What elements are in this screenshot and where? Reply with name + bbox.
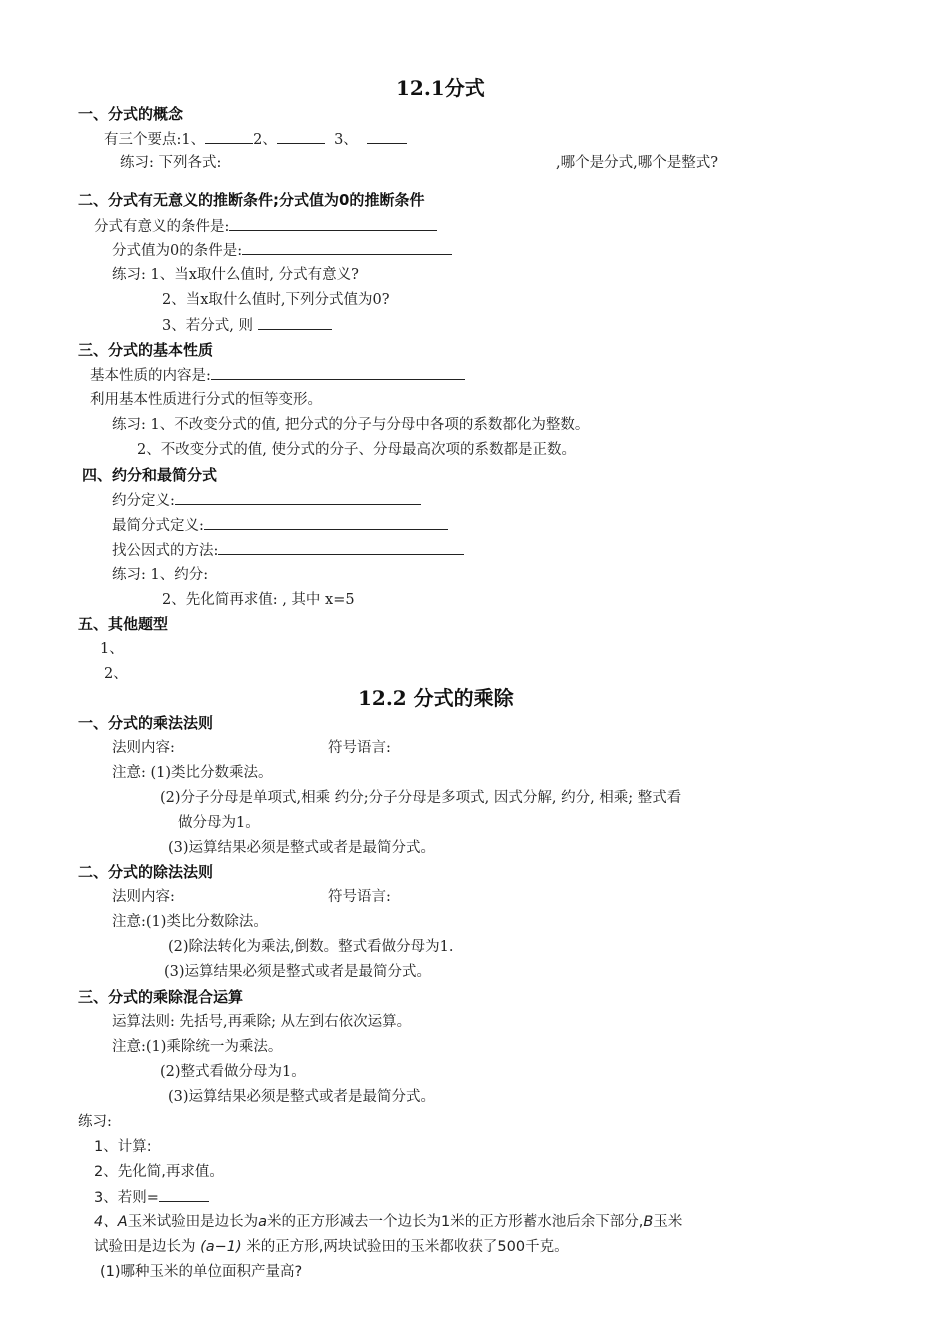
reduce-def-label: 约分定义: bbox=[112, 493, 175, 509]
mult-note-2b: 做分母为1。 bbox=[178, 815, 260, 831]
div-note-1: 注意:(1)类比分数除法。 bbox=[112, 914, 268, 930]
exercise-4-text-1: 玉米试验田是边长为 bbox=[127, 1214, 259, 1230]
practice-3-2: 2、不改变分式的值, 使分式的分子、分母最高次项的系数都是正数。 bbox=[137, 442, 576, 458]
basic-content-label: 基本性质的内容是: bbox=[90, 368, 211, 384]
question-1: (1)哪种玉米的单位面积产量高? bbox=[100, 1264, 303, 1280]
div-note-3: (3)运算结果必须是整式或者是最简分式。 bbox=[164, 964, 432, 980]
basic-use-text: 利用基本性质进行分式的恒等变形。 bbox=[90, 392, 322, 408]
practice-3-1: 练习: 1、不改变分式的值, 把分式的分子与分母中各项的系数都化为整数。 bbox=[112, 417, 590, 433]
practice-2-3-text: 3、若分式, 则 bbox=[162, 318, 253, 334]
practice-4-2: 2、先化简再求值: , 其中 x=5 bbox=[162, 592, 355, 608]
zero-condition-line bbox=[112, 240, 452, 261]
blank-1[interactable] bbox=[205, 129, 253, 144]
common-factor-label: 找公因式的方法: bbox=[112, 543, 219, 559]
op-rule: 运算法则: 先括号,再乘除; 从左到右依次运算。 bbox=[112, 1014, 412, 1030]
blank-p23[interactable] bbox=[258, 315, 332, 330]
practice-4-1: 练习: 1、约分: bbox=[112, 567, 209, 583]
basic-content-line bbox=[90, 365, 465, 386]
mixed-note-2: (2)整式看做分母为1。 bbox=[160, 1064, 306, 1080]
mixed-note-1: 注意:(1)乘除统一为乘法。 bbox=[112, 1039, 283, 1055]
section2-heading-1: 一、分式的乘法法则 bbox=[78, 714, 214, 732]
blank-3[interactable] bbox=[367, 129, 407, 144]
corn-a-label: A bbox=[117, 1214, 128, 1230]
exercise-4-line-1 bbox=[94, 1212, 682, 1232]
other-item-2: 2、 bbox=[104, 666, 128, 682]
exercise-2: 2、先化简,再求值。 bbox=[94, 1164, 224, 1180]
blank-reduce[interactable] bbox=[175, 490, 421, 505]
practice-heading: 练习: bbox=[78, 1114, 112, 1130]
exercise-4-number: 4、 bbox=[94, 1214, 118, 1230]
blank-2[interactable] bbox=[277, 129, 325, 144]
number-500: 500 bbox=[497, 1239, 526, 1255]
exercise-1: 1、计算: bbox=[94, 1139, 152, 1155]
practice-1-question: ,哪个是分式,哪个是整式? bbox=[556, 155, 718, 171]
mult-note-2: (2)分子分母是单项式,相乘 约分;分子分母是多项式, 因式分解, 约分, 相乘; 整式看 bbox=[160, 790, 682, 806]
blank-simplest[interactable] bbox=[204, 515, 448, 530]
mult-rule-content: 法则内容: bbox=[112, 740, 175, 756]
exercise-4-line-2 bbox=[94, 1237, 569, 1257]
section-heading-2: 二、分式有无意义的推断条件;分式值为0的推断条件 bbox=[78, 191, 425, 209]
zero-label: 分式值为0的条件是: bbox=[112, 243, 243, 259]
section-heading-1: 一、分式的概念 bbox=[78, 105, 184, 123]
simplest-def-line bbox=[112, 515, 448, 536]
practice-2-1: 练习: 1、当x取什么值时, 分式有意义? bbox=[112, 267, 359, 283]
exercise-3-line bbox=[94, 1187, 209, 1208]
section-heading-4: 四、约分和最简分式 bbox=[82, 466, 218, 484]
section2-heading-2: 二、分式的除法法则 bbox=[78, 863, 214, 881]
concept-intro: 有三个要点:1、 bbox=[104, 132, 206, 148]
blank-meaningful[interactable] bbox=[229, 216, 437, 231]
other-item-1: 1、 bbox=[100, 641, 124, 657]
section-heading-3: 三、分式的基本性质 bbox=[78, 341, 214, 359]
practice-2-2: 2、当x取什么值时,下列分式值为0? bbox=[162, 292, 390, 308]
div-note-2: (2)除法转化为乘法,倒数。整式看做分母为1. bbox=[168, 939, 454, 955]
section-heading-5: 五、其他题型 bbox=[78, 615, 169, 633]
corn-b-label: B bbox=[643, 1214, 654, 1230]
concept-3: 3、 bbox=[334, 132, 358, 148]
page-title-12-2: 12.2 分式的乘除 bbox=[358, 686, 514, 710]
meaningful-condition-line bbox=[94, 216, 437, 237]
var-a: a bbox=[258, 1214, 268, 1230]
exercise-4-text-2: 米的正方形减去一个边长为 bbox=[267, 1214, 442, 1230]
mixed-note-3: (3)运算结果必须是整式或者是最简分式。 bbox=[168, 1089, 436, 1105]
blank-e3[interactable] bbox=[159, 1187, 209, 1202]
exercise-4-text-6: 米的正方形,两块试验田的玉米都收获了 bbox=[246, 1239, 498, 1255]
reduce-def-line bbox=[112, 490, 421, 511]
common-factor-line bbox=[112, 540, 464, 561]
concept-2: 2、 bbox=[253, 132, 277, 148]
mult-note-3: (3)运算结果必须是整式或者是最简分式。 bbox=[168, 840, 436, 856]
mult-symbol-lang: 符号语言: bbox=[328, 740, 391, 756]
practice-1-text: 练习: 下列各式: bbox=[120, 155, 222, 171]
blank-basic[interactable] bbox=[211, 365, 465, 380]
page-title-12-1: 12.1分式 bbox=[396, 76, 485, 100]
exercise-4-text-7: 千克。 bbox=[525, 1239, 569, 1255]
mult-note-1: 注意: (1)类比分数乘法。 bbox=[112, 765, 273, 781]
div-symbol-lang: 符号语言: bbox=[328, 889, 391, 905]
blank-zero[interactable] bbox=[242, 240, 452, 255]
exercise-3-text: 3、若则= bbox=[94, 1190, 159, 1206]
exercise-4-text-5: 试验田是边长为 bbox=[94, 1239, 196, 1255]
meaningful-label: 分式有意义的条件是: bbox=[94, 219, 230, 235]
blank-common[interactable] bbox=[218, 540, 464, 555]
section2-heading-3: 三、分式的乘除混合运算 bbox=[78, 988, 244, 1006]
simplest-def-label: 最简分式定义: bbox=[112, 518, 204, 534]
number-one: 1 bbox=[441, 1214, 451, 1230]
div-rule-content: 法则内容: bbox=[112, 889, 175, 905]
practice-2-3 bbox=[162, 315, 332, 336]
exercise-4-text-4: 玉米 bbox=[653, 1214, 683, 1230]
expr-a-minus-1: (a−1) bbox=[200, 1239, 242, 1255]
concept-points-line bbox=[104, 129, 407, 150]
exercise-4-text-3: 米的正方形蓄水池后余下部分, bbox=[450, 1214, 644, 1230]
